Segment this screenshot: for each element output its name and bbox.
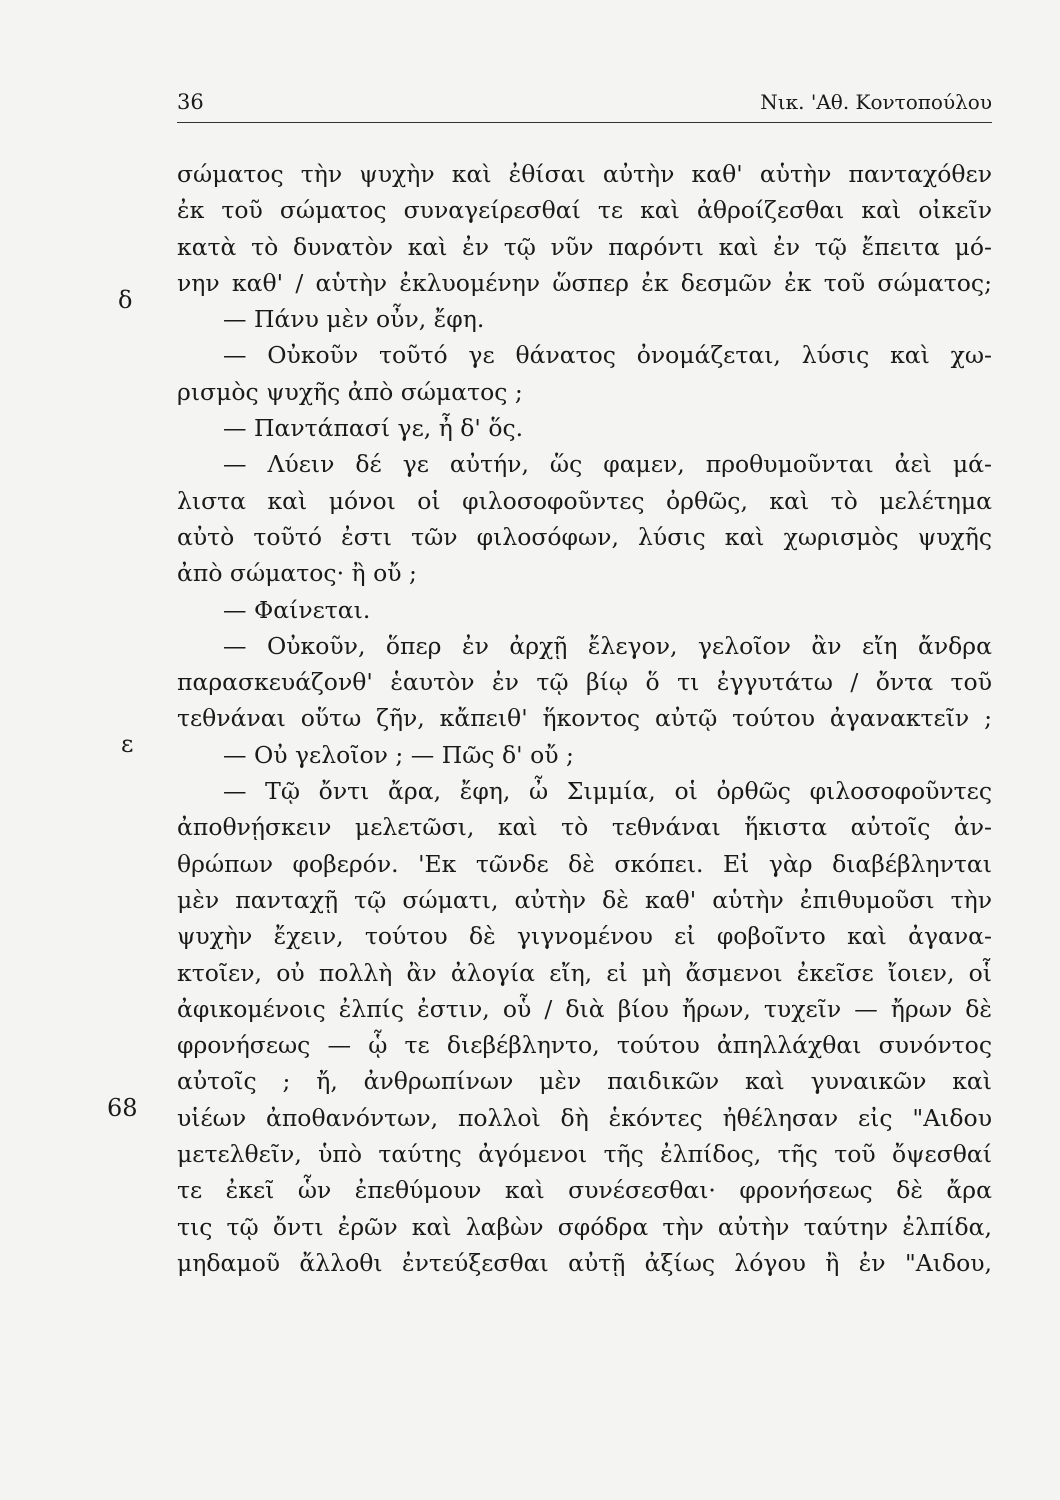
text-line: ἐκ τοῦ σώματος συναγείρεσθαί τε καὶ ἀθροίζεσθαι καὶ οἰκεῖν [177, 196, 992, 225]
text-line: κατὰ τὸ δυνατὸν καὶ ἐν τῷ νῦν παρόντι καὶ ἐν τῷ ἔπειτα μό- [177, 232, 992, 261]
text-line: — Οὐκοῦν τοῦτό γε θάνατος ὀνομάζεται, λύσις καὶ χω- [223, 341, 992, 370]
text-line: — Τῷ ὄντι ἄρα, ἔφη, ὦ Σιμμία, οἱ ὀρθῶς φιλοσοφοῦντες [223, 777, 992, 806]
text-line: — Φαίνεται. [223, 595, 371, 624]
text-line: νην καθ' / αὑτὴν ἐκλυομένην ὥσπερ ἐκ δεσμῶν ἐκ τοῦ σώματος; [177, 268, 992, 297]
text-line: τε ἐκεῖ ὧν ἐπεθύμουν καὶ συνέσεσθαι· φρονήσεως δὲ ἄρα [177, 1176, 992, 1205]
text-line: αὐτοῖς ; ἤ, ἀνθρωπίνων μὲν παιδικῶν καὶ γυναικῶν καὶ [177, 1067, 992, 1096]
text-line: ἀφικομένοις ἐλπίς ἐστιν, οὗ / διὰ βίου ἤρων, τυχεῖν — ἤρων δὲ [177, 994, 992, 1023]
page-number: 36 [177, 90, 204, 114]
body-text [177, 156, 992, 1281]
header-rule [177, 122, 992, 123]
text-line: σώματος τὴν ψυχὴν καὶ ἐθίσαι αὐτὴν καθ' αὑτὴν πανταχόθεν [177, 160, 992, 188]
text-line: παρασκευάζονθ' ἑαυτὸν ἐν τῷ βίῳ ὅ τι ἐγγυτάτω / ὄντα τοῦ [177, 668, 992, 697]
page-header [177, 90, 992, 120]
text-line: τις τῷ ὄντι ἐρῶν καὶ λαβὼν σφόδρα τὴν αὐτὴν ταύτην ἐλπίδα, [177, 1212, 992, 1241]
text-line: φρονήσεως — ᾧ τε διεβέβληντο, τούτου ἀπηλλάχθαι συνόντος [177, 1031, 992, 1060]
margin-marker-delta: δ [118, 286, 133, 314]
text-line: αὐτὸ τοῦτό ἐστι τῶν φιλοσόφων, λύσις καὶ χωρισμὸς ψυχῆς [177, 522, 992, 551]
text-line: — Οὐκοῦν, ὅπερ ἐν ἀρχῇ ἔλεγον, γελοῖον ἂν εἴη ἄνδρα [223, 631, 992, 660]
text-line: ἀπὸ σώματος· ἢ οὔ ; [177, 559, 417, 588]
text-line: μὲν πανταχῇ τῷ σώματι, αὐτὴν δὲ καθ' αὑτὴν ἐπιθυμοῦσι τὴν [177, 885, 992, 914]
text-line: ρισμὸς ψυχῆς ἀπὸ σώματος ; [177, 377, 523, 406]
text-line: υἱέων ἀποθανόντων, πολλοὶ δὴ ἑκόντες ἠθέλησαν εἰς "Αιδου [177, 1103, 992, 1132]
text-line: λιστα καὶ μόνοι οἱ φιλοσοφοῦντες ὀρθῶς, καὶ τὸ μελέτημα [177, 486, 992, 515]
text-line: — Οὐ γελοῖον ; — Πῶς δ' οὔ ; [223, 740, 574, 769]
text-line: μηδαμοῦ ἄλλοθι ἐντεύξεσθαι αὐτῇ ἀξίως λόγου ἢ ἐν "Αιδου, [177, 1248, 992, 1277]
text-line: κτοῖεν, οὐ πολλὴ ἂν ἀλογία εἴη, εἰ μὴ ἄσμενοι ἐκεῖσε ἴοιεν, οἷ [177, 958, 992, 987]
text-line: ψυχὴν ἔχειν, τούτου δὲ γιγνομένου εἰ φοβοῖντο καὶ ἀγανα- [177, 922, 992, 951]
text-line: — Παντάπασί γε, ἦ δ' ὅς. [223, 414, 524, 443]
margin-marker-68: 68 [107, 1094, 138, 1122]
text-line: — Λύειν δέ γε αὐτήν, ὥς φαμεν, προθυμοῦνται ἀεὶ μά- [223, 450, 992, 479]
running-head: Νικ. 'Αθ. Κοντοπούλου [760, 90, 992, 114]
text-line: — Πάνυ μὲν οὖν, ἔφη. [223, 305, 485, 334]
text-line: θρώπων φοβερόν. 'Εκ τῶνδε δὲ σκόπει. Εἰ γὰρ διαβέβληνται [177, 849, 992, 878]
text-line: τεθνάναι οὕτω ζῆν, κἄπειθ' ἥκοντος αὐτῷ τούτου ἀγανακτεῖν ; [177, 704, 992, 733]
margin-marker-epsilon: ε [121, 730, 134, 758]
text-line: μετελθεῖν, ὑπὸ ταύτης ἀγόμενοι τῆς ἐλπίδος, τῆς τοῦ ὄψεσθαί [177, 1140, 992, 1169]
text-line: ἀποθνῄσκειν μελετῶσι, καὶ τὸ τεθνάναι ἥκιστα αὐτοῖς ἀν- [177, 813, 992, 842]
